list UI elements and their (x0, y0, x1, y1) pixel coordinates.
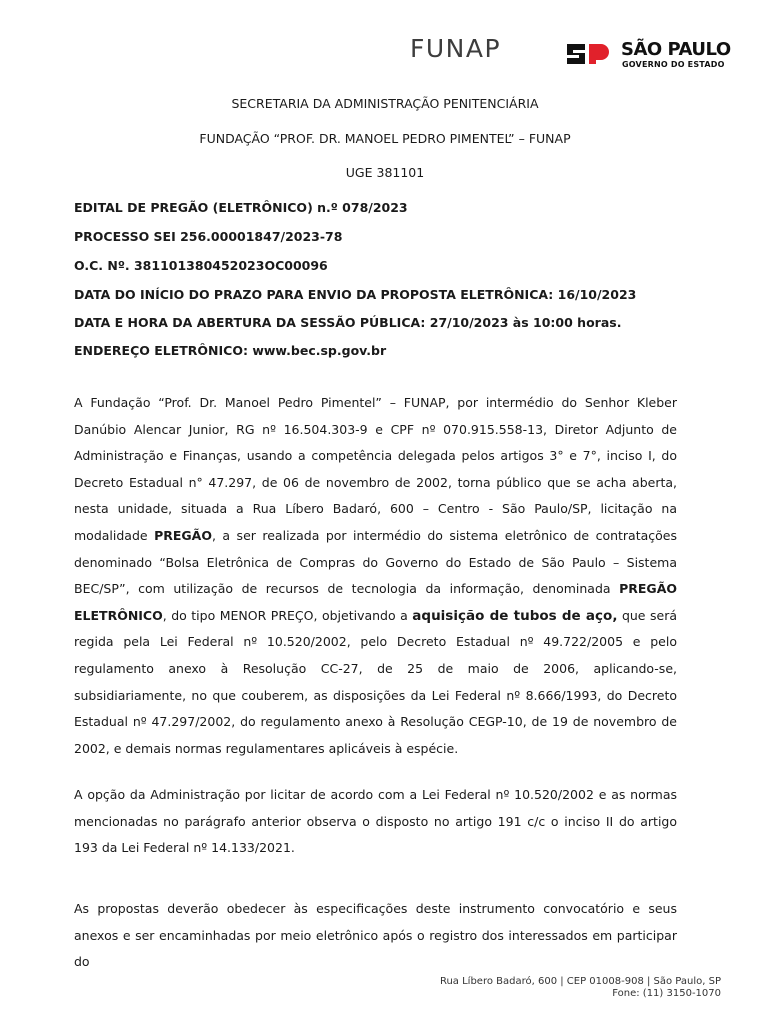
paragraph-intro-text-g: que será regida pela Lei Federal nº 10.520/2002, pelo Decreto Estadual nº 49.722/2005 e pelo regulamento anexo à Resolução CC-27, de 25 de maio de 2006, aplicando-se, subsidiariamente, no que couberem, as disposições da Lei Federal nº 8.666/1993, do Decreto Estadual nº 47.297/2002, do regulamento anexo à Resolução CEGP-10, de 19 de novembro de 2002, e demais normas regulamentares aplicáveis à espécie. (74, 607, 677, 756)
data-abertura-sessao: DATA E HORA DA ABERTURA DA SESSÃO PÚBLICA: 27/10/2023 às 10:00 horas. (74, 315, 622, 330)
funap-logo: FUNAP (410, 34, 502, 63)
uge-title: UGE 381101 (345, 165, 425, 180)
paragraph-intro-text-e: , do tipo MENOR PREÇO, objetivando a (162, 607, 413, 623)
processo-sei: PROCESSO SEI 256.00001847/2023-78 (74, 229, 343, 244)
paragraph-opcao: A opção da Administração por licitar de acordo com a Lei Federal nº 10.520/2002 e as normas mencionadas no parágrafo anterior observa o disposto no artigo 191 c/c o inciso II do artigo 193 da Lei Federal nº 14.133/2021. (74, 787, 677, 856)
sao-paulo-logo-subtitle: GOVERNO DO ESTADO (622, 60, 725, 69)
footer-phone: Fone: (11) 3150-1070 (612, 988, 721, 999)
footer (440, 976, 721, 1000)
edital-pregao: EDITAL DE PREGÃO (ELETRÔNICO) n.º 078/2023 (74, 200, 408, 215)
paragraph-intro-text-c: , a ser realizada por intermédio do sistema eletrônico de contratações denominado “Bolsa Eletrônica de Compras do Governo do Estado de São Paulo – Sistema BEC/SP”, com utilização de recursos de tecnologia da informação, denominada (74, 527, 678, 597)
data-inicio-prazo: DATA DO INÍCIO DO PRAZO PARA ENVIO DA PROPOSTA ELETRÔNICA: 16/10/2023 (74, 287, 637, 302)
secretaria-title: SECRETARIA DA ADMINISTRAÇÃO PENITENCIÁRIA (231, 96, 539, 111)
paragraph-intro (74, 390, 677, 762)
header-logos (0, 30, 770, 76)
paragraph-intro-text-a: A Fundação “Prof. Dr. Manoel Pedro Pimentel” – FUNAP, por intermédio do Senhor Kleber Danúbio Alencar Junior, RG nº 16.504.303-9 e CPF nº 070.915.558-13, Diretor Adjunto de Administração e Finanças, usando a competência delegada pelos artigos 3° e 7°, inciso I, do Decreto Estadual n° 47.297, de 06 de novembro de 2002, torna público que se acha aberta, nesta unidade, situada a Rua Líbero Badaró, 600 – Centro - São Paulo/SP, licitação na modalidade (74, 395, 677, 543)
paragraph-intro-pregao-eletronico: PREGÃO ELETRÔNICO (74, 581, 677, 623)
sao-paulo-logo (565, 39, 735, 69)
fundacao-title: FUNDAÇÃO “PROF. DR. MANOEL PEDRO PIMENTEL” – FUNAP (199, 131, 571, 146)
sao-paulo-logo-name: SÃO PAULO (621, 39, 731, 60)
ordem-compra: O.C. Nº. 381101380452023OC00096 (74, 258, 328, 273)
footer-address: Rua Líbero Badaró, 600 | CEP 01008-908 | São Paulo, SP (439, 976, 721, 987)
paragraph-intro-objeto: aquisição de tubos de aço, (412, 607, 618, 624)
sao-paulo-mark-icon (565, 41, 615, 67)
endereco-eletronico: ENDEREÇO ELETRÔNICO: www.bec.sp.gov.br (74, 343, 387, 358)
paragraph-intro-pregao: PREGÃO (154, 527, 212, 543)
paragraph-propostas: As propostas deverão obedecer às especificações deste instrumento convocatório e seus anexos e ser encaminhadas por meio eletrônico após o registro dos interessados em participar do (74, 901, 677, 970)
